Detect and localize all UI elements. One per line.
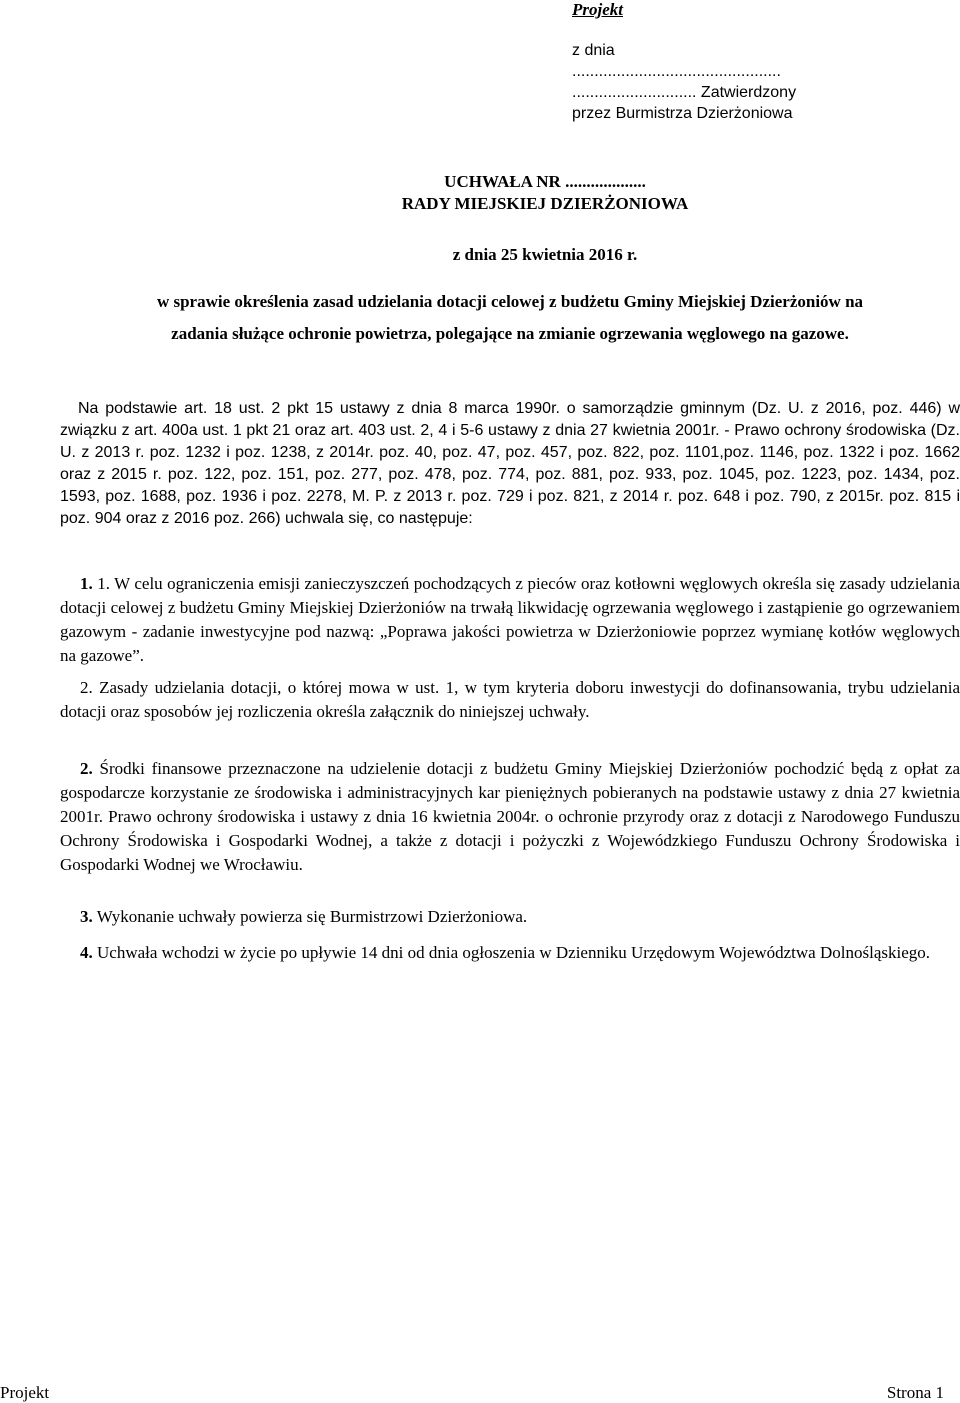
footer-left: Projekt: [0, 1383, 50, 1402]
approved-by-line: przez Burmistrza Dzierżoniowa: [572, 105, 793, 122]
paragraph-1-number: 1.: [80, 574, 93, 593]
paragraph-3-number: 3.: [80, 907, 93, 926]
paragraph-1: [60, 572, 960, 668]
page-number: Strona 1: [886, 1383, 944, 1402]
draft-label: Projekt: [572, 0, 623, 19]
paragraph-1-text: W celu ograniczenia emisji zanieczyszczeń pochodzących z pieców oraz kotłowni węglowych określa się zasady udzielania dotacji celowej z budżetu Gminy Miejskiej Dzierżoniów na trwałą likwidację ogrzewania węglowego i zastąpienie go ogrzewaniem gazowym - zadanie inwestycyjne pod nazwą: „Poprawa jakości powietrza w Dzierżoniowie poprzez wymianę kotłów węglowych na gazowe”.: [60, 574, 960, 665]
paragraph-1-subnumber: 1.: [97, 574, 110, 593]
council-name: RADY MIEJSKIEJ DZIERŻONIOWA: [401, 194, 689, 213]
legal-basis: [60, 398, 960, 530]
dots-line: ...............................................: [572, 63, 781, 80]
paragraph-1-point-2-text: Zasady udzielania dotacji, o której mowa w ust. 1, w tym kryteria doboru inwestycji do dofinansowania, trybu udzielania dotacji oraz sposobów jej rozliczenia określa załącznik do niniejszej uchwały.: [60, 678, 960, 721]
paragraph-2-number: 2.: [80, 759, 93, 778]
paragraph-4-text: Uchwała wchodzi w życie po upływie 14 dni od dnia ogłoszenia w Dzienniku Urzędowym Województwa Dolnośląskiego.: [97, 943, 930, 962]
subject-line-1: w sprawie określenia zasad udzielania dotacji celowej z budżetu Gminy Miejskiej Dzierżoniów na: [156, 292, 864, 311]
approved-line: ............................ Zatwierdzony: [572, 84, 797, 101]
paragraph-4: [60, 941, 960, 965]
resolution-number: UCHWAŁA NR ...................: [444, 172, 646, 191]
resolution-date: z dnia 25 kwietnia 2016 r.: [452, 245, 638, 264]
subject-line-2: zadania służące ochronie powietrza, polegające na zmianie ogrzewania węglowego na gazowe.: [171, 324, 849, 343]
paragraph-1-point-2-number: 2.: [80, 678, 93, 697]
paragraph-1-point-2: [60, 676, 960, 724]
legal-basis-text: Na podstawie art. 18 ust. 2 pkt 15 ustawy z dnia 8 marca 1990r. o samorządzie gminnym (Dz. U. z 2016, poz. 446) w związku z art. 400a ust. 1 pkt 21 oraz art. 403 ust. 2, 4 i 5-6 ustawy z dnia 27 kwietnia 2001r. - Prawo ochrony środowiska (Dz. U. z 2013 r. poz. 1232 i poz. 1238, z 2014r. poz. 40, poz. 47, poz. 457, poz. 822, poz. 1101,poz. 1146, poz. 1322 i poz. 1662 oraz z 2015 r. poz. 122, poz. 151, poz. 277, poz. 478, poz. 774, poz. 881, poz. 933, poz. 1045, poz. 1223, poz. 1434, poz. 1593, poz. 1688, poz. 1936 i poz. 2278, M. P. z 2013 r. poz. 729 i poz. 821, z 2014 r. poz. 648 i poz. 790, z 2015r. poz. 815 i poz. 904 oraz z 2016 poz. 266) uchwala się, co następuje:: [60, 400, 960, 527]
paragraph-2: [60, 757, 960, 877]
date-line: z dnia: [572, 42, 615, 59]
paragraph-3-text: Wykonanie uchwały powierza się Burmistrzowi Dzierżoniowa.: [96, 907, 528, 926]
approval-block: [572, 40, 796, 124]
paragraph-4-number: 4.: [80, 943, 93, 962]
paragraph-2-text: Środki finansowe przeznaczone na udzielenie dotacji z budżetu Gminy Miejskiej Dzierżoniów pochodzić będą z opłat za gospodarcze korzystanie ze środowiska i administracyjnych kar pieniężnych pobieranych na podstawie ustawy z dnia 27 kwietnia 2001r. Prawo ochrony środowiska i ustawy z dnia 16 kwietnia 2004r. o ochronie przyrody oraz z dotacji z Narodowego Funduszu Ochrony Środowiska i Gospodarki Wodnej, a także z dotacji i pożyczki z Wojewódzkiego Funduszu Ochrony Środowiska i Gospodarki Wodnej we Wrocławiu.: [60, 759, 960, 874]
resolution-subject: [60, 286, 960, 350]
paragraph-3: [60, 905, 960, 929]
